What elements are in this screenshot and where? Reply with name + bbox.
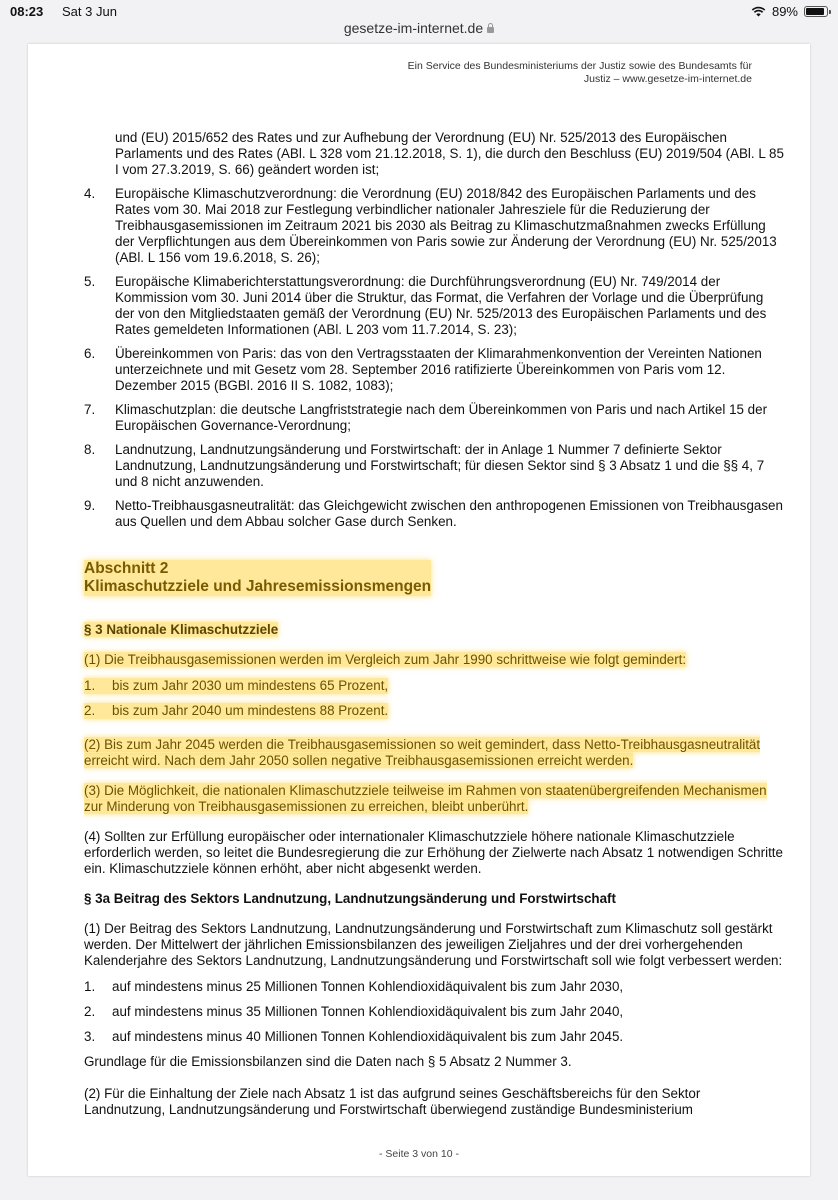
status-time: 08:23: [10, 4, 44, 19]
battery-percent: 89%: [771, 4, 798, 19]
continuation-text: und (EU) 2015/652 des Rates und zur Aufhebung der Verordnung (EU) Nr. 525/2013 des Europäischen Parlaments und des Rates (ABl. L 328 vom 21.12.2018, S. 1), die durch den Beschluss (EU) 2019/504 (ABl. L 85 I vom 27.3.2019, S. 66) geändert worden ist;: [115, 130, 784, 177]
definition-num: 9.: [84, 498, 96, 513]
service-line-2: Justiz – www.gesetze-im-internet.de: [583, 73, 752, 85]
paragraph-3-abs1-text: (1) Die Treibhausgasemissionen werden im Vergleich zum Jahr 1990 schrittweise wie folgt gemindert:: [84, 652, 687, 667]
definition-item: [84, 498, 784, 530]
definition-text: Klimaschutzplan: die deutsche Langfriststrategie nach dem Übereinkommen von Paris und nach Artikel 15 der Europäischen Governance-Verordnung;: [115, 402, 768, 433]
definition-item: [84, 186, 784, 266]
list-text: bis zum Jahr 2040 um mindestens 88 Prozent.: [112, 703, 389, 718]
paragraph-3-abs4: (4) Sollten zur Erfüllung europäischer oder internationaler Klimaschutzziele höhere nationale Klimaschutzziele erforderlich werden, so leitet die Bundesregierung die zur Erhöhung der Zielwerte nach Absatz 1 notwendigen Schritte ein. Klimaschutzziele können erhöht, aber nicht abgesenkt werden.: [84, 829, 783, 876]
definition-text: Europäische Klimaschutzverordnung: die Verordnung (EU) 2018/842 des Europäischen Parlaments und des Rates vom 30. Mai 2018 zur Festlegung verbindlicher nationaler Jahresziele für die Reduzierung der Treibhausgasemissionen im Zeitraum 2021 bis 2030 als Beitrag zu Klimaschutzmaßnahmen zwecks Erfüllung der Verpflichtungen aus dem Übereinkommen von Paris sowie zur Änderung der Verordnung (EU) Nr. 525/2013 (ABl. L 156 vom 19.6.2018, S. 26);: [115, 186, 777, 265]
list-num: 3.: [84, 1029, 96, 1044]
wifi-icon: [751, 6, 766, 17]
section-heading: [84, 560, 431, 596]
list-num: 1.: [84, 979, 96, 994]
paragraph-3a-basis: Grundlage für die Emissionsbilanzen sind die Daten nach § 5 Absatz 2 Nummer 3.: [84, 1054, 572, 1069]
paragraph-3-abs2: [84, 737, 784, 769]
list-text: auf mindestens minus 25 Millionen Tonnen Kohlendioxidäquivalent bis zum Jahr 2030,: [112, 979, 624, 994]
list-item: [84, 979, 784, 995]
battery-fill: [806, 8, 824, 15]
service-header: [332, 60, 752, 86]
definition-num: 4.: [84, 186, 96, 201]
service-line-1: Ein Service des Bundesministeriums der Justiz sowie des Bundesamts für: [407, 60, 752, 72]
list-item: [84, 1004, 784, 1020]
definition-text: Landnutzung, Landnutzungsänderung und Forstwirtschaft: der in Anlage 1 Nummer 7 definierte Sektor Landnutzung, Landnutzungsänderung und Forstwirtschaft; für diesen Sektor sind § 3 Absatz 1 und die §§ 4, 7 und 8 nicht anzuwenden.: [115, 442, 765, 489]
paragraph-3-abs2-text: (2) Bis zum Jahr 2045 werden die Treibhausgasemissionen so weit gemindert, dass Netto-Treibhausgasneutralität erreicht wird. Nach dem Jahr 2050 sollen negative Treibhausgasemissionen erreicht werden.: [84, 737, 761, 768]
definition-text: Netto-Treibhausgasneutralität: das Gleichgewicht zwischen den anthropogenen Emissionen von Treibhausgasen aus Quellen und dem Abbau solcher Gase durch Senken.: [115, 498, 783, 529]
paragraph-3-abs1: [84, 652, 784, 668]
definition-item: [84, 402, 784, 434]
status-date: Sat 3 Jun: [62, 4, 117, 19]
definition-num: 8.: [84, 442, 96, 457]
paragraph-3a-abs2: (2) Für die Einhaltung der Ziele nach Absatz 1 ist das aufgrund seines Geschäftsbereichs für den Sektor Landnutzung, Landnutzungsänderung und Forstwirtschaft überwiegend zuständige Bundesministerium: [84, 1086, 701, 1117]
definition-num: 6.: [84, 346, 96, 361]
definition-num: 7.: [84, 402, 96, 417]
definition-num: 5.: [84, 274, 96, 289]
list-item: [84, 1029, 784, 1045]
paragraph-3-list: [84, 678, 784, 719]
page-footer: - Seite 3 von 10 -: [379, 1148, 459, 1160]
document-content: [84, 130, 784, 1128]
lock-icon: [487, 27, 494, 33]
paragraph-3-title: § 3 Nationale Klimaschutzziele: [84, 622, 279, 637]
status-right: [751, 4, 828, 19]
url-text[interactable]: gesetze-im-internet.de: [343, 20, 484, 36]
list-num: 2.: [84, 703, 96, 718]
definition-item: [84, 274, 784, 338]
definition-item: [84, 346, 784, 394]
list-num: 2.: [84, 1004, 96, 1019]
list-text: auf mindestens minus 35 Millionen Tonnen Kohlendioxidäquivalent bis zum Jahr 2040,: [112, 1004, 624, 1019]
section-number: Abschnitt 2: [84, 560, 169, 577]
list-item-highlight: [84, 703, 388, 719]
list-text: bis zum Jahr 2030 um mindestens 65 Prozent,: [112, 678, 389, 693]
paragraph-3-abs3-text: (3) Die Möglichkeit, die nationalen Klimaschutzziele teilweise im Rahmen von staatenübergreifenden Mechanismen zur Minderung von Treibhausgasemissionen zu erreichen, bleibt unberührt.: [84, 783, 767, 814]
document-page: [28, 44, 810, 1176]
definition-text: Übereinkommen von Paris: das von den Vertragsstaaten der Klimarahmenkonvention der Vereinten Nationen unterzeichnete und mit Gesetz vom 28. September 2016 ratifizierte Übereinkommen von Paris vom 12. Dezember 2015 (BGBl. 2016 II S. 1082, 1083);: [115, 346, 762, 393]
section-title: Klimaschutzziele und Jahresemissionsmengen: [84, 578, 432, 595]
list-text: auf mindestens minus 40 Millionen Tonnen Kohlendioxidäquivalent bis zum Jahr 2045.: [112, 1029, 624, 1044]
list-item: [84, 703, 784, 719]
paragraph-3a-heading: § 3a Beitrag des Sektors Landnutzung, Landnutzungsänderung und Forstwirtschaft: [84, 891, 616, 906]
list-item: [84, 678, 784, 694]
paragraph-3-abs3: [84, 783, 784, 815]
paragraph-3a-list: [84, 979, 784, 1045]
status-bar: [0, 0, 838, 22]
paragraph-3-heading: [84, 622, 784, 638]
address-bar[interactable]: [0, 20, 838, 42]
paragraph-3a-abs1: (1) Der Beitrag des Sektors Landnutzung, Landnutzungsänderung und Forstwirtschaft zum Klimaschutz soll gestärkt werden. Der Mittelwert der jährlichen Emissionsbilanzen des jeweiligen Zieljahres und der drei vorhergehenden Kalenderjahre des Sektors Landnutzung, Landnutzungsänderung und Forstwirtschaft soll wie folgt verbessert werden:: [84, 921, 783, 968]
list-num: 1.: [84, 678, 96, 693]
battery-icon: [804, 6, 828, 17]
list-item-highlight: [84, 678, 388, 694]
definition-item: [84, 442, 784, 490]
home-indicator: [0, 1176, 838, 1200]
definition-text: Europäische Klimaberichterstattungsverordnung: die Durchführungsverordnung (EU) Nr. 749/2014 der Kommission vom 30. Juni 2014 über die Struktur, das Format, die Verfahren der Vorlage und die Überprüfung der von den Mitgliedstaaten gemäß der Verordnung (EU) Nr. 525/2013 des Europäischen Parlaments und des Rates gemeldeten Informationen (ABl. L 203 vom 11.7.2014, S. 23);: [115, 274, 767, 337]
